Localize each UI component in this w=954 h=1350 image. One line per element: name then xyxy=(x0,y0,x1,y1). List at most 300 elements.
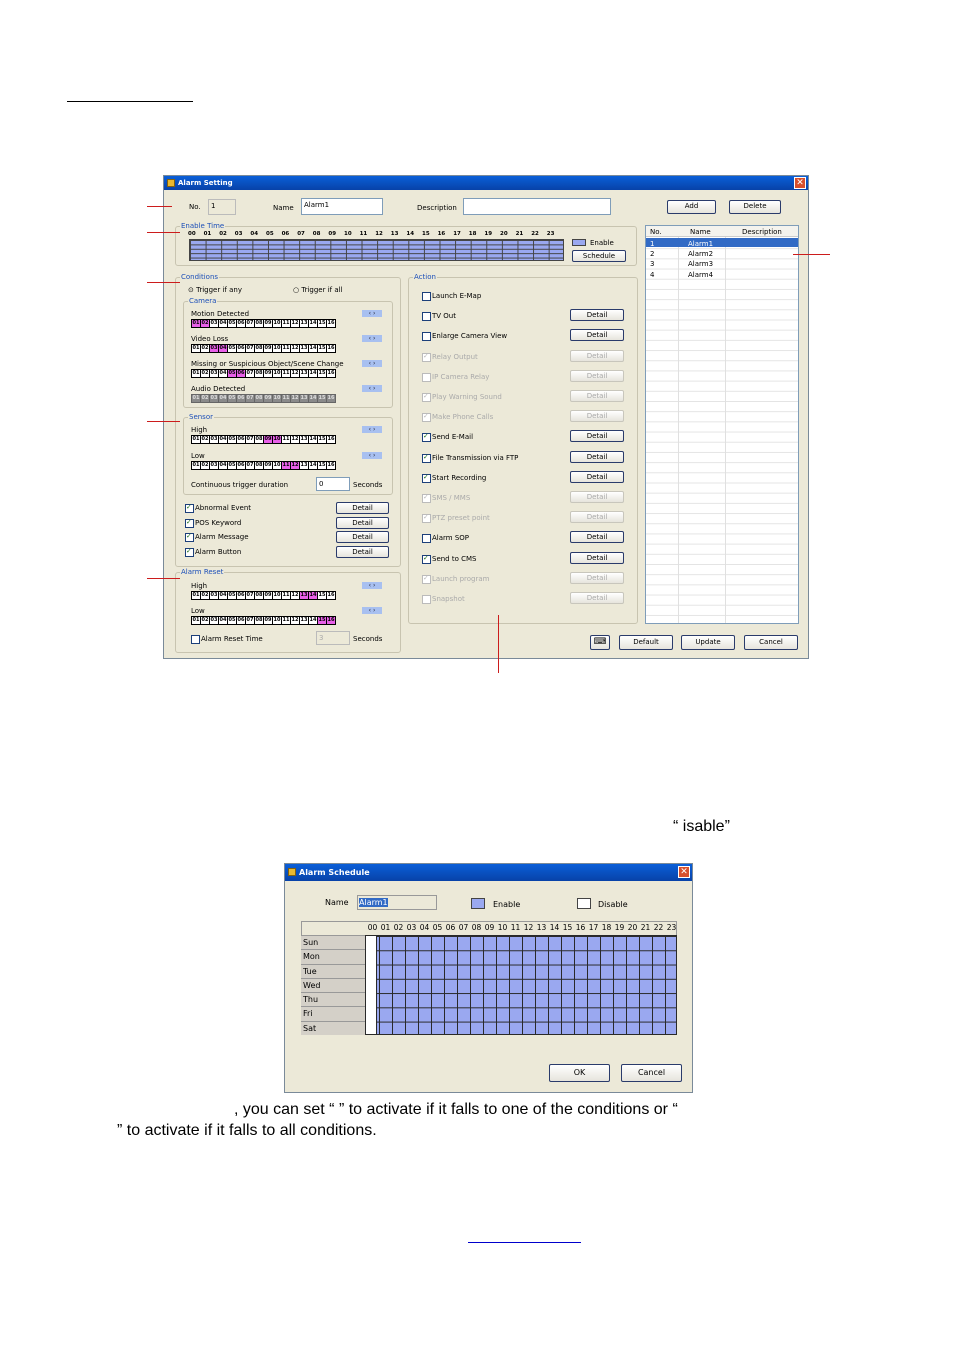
channel-cell[interactable]: 08 xyxy=(255,617,263,623)
channel-cell[interactable]: 12 xyxy=(291,617,299,623)
col-header-description[interactable]: Description xyxy=(742,228,782,236)
schedule-ok-button[interactable]: OK xyxy=(549,1064,610,1082)
channel-cell[interactable]: 13 xyxy=(300,592,308,598)
reset-time-input[interactable]: 3 xyxy=(316,631,350,645)
channel-cell[interactable]: 09 xyxy=(264,462,272,468)
action-detail-button[interactable]: Detail xyxy=(570,531,624,543)
seconds-label: Seconds xyxy=(353,481,383,489)
channel-cell[interactable]: 14 xyxy=(309,462,317,468)
action-detail-button: Detail xyxy=(570,350,624,362)
schedule-hour-label: 04 xyxy=(419,923,430,932)
schedule-window-title: Alarm Schedule xyxy=(299,868,370,877)
alarm-list-col-line-1 xyxy=(678,226,679,623)
channel-cell[interactable]: 08 xyxy=(255,345,263,351)
default-button[interactable]: Default xyxy=(619,635,673,650)
alarm-message-detail-button[interactable]: Detail xyxy=(336,531,389,543)
schedule-enable-label: Enable xyxy=(493,900,521,909)
channel-cell[interactable]: 05 xyxy=(228,320,236,326)
no-field[interactable]: 1 xyxy=(208,199,236,215)
schedule-close-button[interactable]: ✕ xyxy=(678,866,690,878)
channel-cell[interactable]: 03 xyxy=(210,617,218,623)
action-checkbox[interactable]: TV Out xyxy=(422,312,456,320)
hour-label: 18 xyxy=(468,231,477,237)
schedule-day-label: Fri xyxy=(301,1006,365,1020)
schedule-hour-label: 08 xyxy=(471,923,482,932)
list-cell-no[interactable]: 2 xyxy=(650,250,655,259)
video-loss-cells xyxy=(192,344,336,353)
channel-cell[interactable]: 15 xyxy=(318,436,326,442)
hour-label: 12 xyxy=(375,231,383,237)
audio-cells xyxy=(192,394,336,403)
channel-cell[interactable]: 15 xyxy=(318,592,326,598)
cancel-button[interactable]: Cancel xyxy=(744,635,798,650)
description-label: Description xyxy=(417,204,457,212)
channel-cell[interactable]: 08 xyxy=(255,370,263,376)
hour-label: 11 xyxy=(359,231,368,237)
channel-cell[interactable]: 02 xyxy=(201,436,209,442)
add-button[interactable]: Add xyxy=(667,200,716,214)
channel-arrows[interactable]: ‹ › xyxy=(362,582,382,589)
action-detail-button[interactable]: Detail xyxy=(570,430,624,442)
channel-cell[interactable]: 07 xyxy=(246,617,254,623)
action-detail-button: Detail xyxy=(570,511,624,523)
channel-cell[interactable]: 05 xyxy=(228,370,236,376)
reset-high-cells xyxy=(192,591,336,600)
action-checkbox[interactable]: Enlarge Camera View xyxy=(422,332,507,340)
keyboard-icon[interactable]: ⌨ xyxy=(590,635,610,650)
motion-label: Motion Detected xyxy=(191,310,250,318)
schedule-day-label: Wed xyxy=(301,978,365,992)
hour-label: 15 xyxy=(422,231,430,237)
channel-cell[interactable]: 12 xyxy=(291,436,299,442)
trigger-any-radio[interactable]: ⊙ Trigger if any xyxy=(188,286,242,294)
channel-cell[interactable]: 04 xyxy=(219,345,227,351)
action-detail-button: Detail xyxy=(570,410,624,422)
hour-label: 09 xyxy=(328,231,337,237)
channel-cell[interactable]: 05 xyxy=(228,592,236,598)
channel-cell[interactable]: 08 xyxy=(255,320,263,326)
trigger-all-label: Trigger if all xyxy=(301,286,343,294)
channel-cell[interactable]: 05 xyxy=(228,617,236,623)
list-cell-no[interactable]: 4 xyxy=(650,270,655,279)
channel-cell[interactable]: 02 xyxy=(201,370,209,376)
action-detail-button[interactable]: Detail xyxy=(570,329,624,341)
action-checkbox: Make Phone Calls ✓ xyxy=(422,413,493,421)
paragraph-line-2: ” to activate if it falls to all conditions. xyxy=(117,1122,377,1139)
enable-legend-swatch xyxy=(572,239,586,246)
delete-button[interactable]: Delete xyxy=(729,200,781,214)
action-checkbox[interactable]: Send E-Mail ✓ xyxy=(422,433,473,441)
sensor-high-cells xyxy=(192,435,336,444)
channel-cell[interactable]: 15 xyxy=(318,462,326,468)
channel-arrows[interactable]: ‹ › xyxy=(362,607,382,614)
channel-cell[interactable]: 09 xyxy=(264,345,272,351)
channel-cell[interactable]: 10 xyxy=(273,617,281,623)
isable-quote-text: “ isable” xyxy=(673,818,730,835)
schedule-hour-label: 22 xyxy=(653,923,664,932)
channel-arrows[interactable]: ‹ › xyxy=(362,385,382,392)
pos-detail-button[interactable]: Detail xyxy=(336,517,389,529)
hour-label: 00 xyxy=(188,231,196,237)
channel-cell[interactable]: 16 xyxy=(327,370,335,376)
enable-time-title: Enable Time xyxy=(181,222,225,230)
trigger-all-radio[interactable]: ○ Trigger if all xyxy=(293,286,343,294)
channel-cell[interactable]: 10 xyxy=(273,395,281,401)
channel-cell[interactable]: 04 xyxy=(219,320,227,326)
channel-cell[interactable]: 16 xyxy=(327,592,335,598)
channel-cell[interactable]: 01 xyxy=(192,345,200,351)
channel-cell[interactable]: 06 xyxy=(237,345,245,351)
channel-arrows[interactable]: ‹ › xyxy=(362,310,382,317)
action-detail-button[interactable]: Detail xyxy=(570,552,624,564)
schedule-disabled-column xyxy=(365,935,377,1035)
hour-label: 10 xyxy=(344,231,352,237)
abnormal-detail-button[interactable]: Detail xyxy=(336,502,389,514)
name-label: Name xyxy=(273,204,294,212)
schedule-hour-label: 10 xyxy=(497,923,508,932)
channel-cell[interactable]: 13 xyxy=(300,617,308,623)
channel-cell[interactable]: 08 xyxy=(255,436,263,442)
action-detail-button: Detail xyxy=(570,370,624,382)
action-detail-button: Detail xyxy=(570,390,624,402)
channel-cell[interactable]: 01 xyxy=(192,462,200,468)
trigger-any-label: Trigger if any xyxy=(196,286,242,294)
schedule-day-label: Mon xyxy=(301,949,365,963)
annotation-line-sensor xyxy=(147,421,180,422)
channel-cell[interactable]: 03 xyxy=(210,436,218,442)
channel-cell[interactable]: 14 xyxy=(309,617,317,623)
conditions-title: Conditions xyxy=(181,273,219,281)
schedule-app-icon xyxy=(288,868,296,876)
channel-cell[interactable]: 12 xyxy=(291,345,299,351)
link-underline[interactable] xyxy=(468,1242,581,1243)
channel-cell[interactable]: 05 xyxy=(228,395,236,401)
schedule-button[interactable]: Schedule xyxy=(572,250,626,262)
reset-high-label: High xyxy=(191,582,208,590)
hour-label: 05 xyxy=(266,231,274,237)
channel-cell[interactable]: 13 xyxy=(300,345,308,351)
channel-cell[interactable]: 05 xyxy=(228,345,236,351)
channel-cell[interactable]: 02 xyxy=(201,395,209,401)
channel-cell[interactable]: 01 xyxy=(192,370,200,376)
annotation-line-alarm-list xyxy=(793,254,830,255)
channel-cell[interactable]: 15 xyxy=(318,370,326,376)
alarm-list-col-line-2 xyxy=(725,226,726,623)
channel-cell[interactable]: 09 xyxy=(264,617,272,623)
sensor-low-cells xyxy=(192,461,336,470)
hour-label: 21 xyxy=(515,231,524,237)
channel-cell[interactable]: 16 xyxy=(327,436,335,442)
channel-cell[interactable]: 02 xyxy=(201,462,209,468)
hour-label: 19 xyxy=(484,231,493,237)
action-checkbox[interactable]: Send to CMS ✓ xyxy=(422,555,476,563)
channel-arrows[interactable]: ‹ › xyxy=(362,452,382,459)
schedule-grid[interactable] xyxy=(365,935,677,1035)
channel-cell[interactable]: 09 xyxy=(264,436,272,442)
channel-cell[interactable]: 11 xyxy=(282,345,290,351)
channel-cell[interactable]: 04 xyxy=(219,436,227,442)
channel-cell[interactable]: 09 xyxy=(264,395,272,401)
action-detail-button: Detail xyxy=(570,491,624,503)
schedule-hour-label: 03 xyxy=(406,923,417,932)
schedule-hour-label: 07 xyxy=(458,923,469,932)
action-checkbox: Snapshot xyxy=(422,595,465,603)
hour-label: 02 xyxy=(219,231,227,237)
channel-cell[interactable]: 02 xyxy=(201,592,209,598)
hour-label: 04 xyxy=(250,231,259,237)
schedule-hour-label: 23 xyxy=(666,923,677,932)
annotation-line-alarm-reset xyxy=(147,578,180,579)
channel-cell[interactable]: 07 xyxy=(246,395,254,401)
channel-cell[interactable]: 07 xyxy=(246,462,254,468)
video-loss-label: Video Loss xyxy=(191,335,229,343)
camera-title: Camera xyxy=(189,297,217,305)
channel-cell[interactable]: 03 xyxy=(210,345,218,351)
schedule-hour-label: 18 xyxy=(601,923,612,932)
channel-cell[interactable]: 15 xyxy=(318,320,326,326)
alarm-schedule-window xyxy=(284,863,693,1093)
channel-cell[interactable]: 06 xyxy=(237,462,245,468)
channel-arrows[interactable]: ‹ › xyxy=(362,426,382,433)
channel-cell[interactable]: 14 xyxy=(309,320,317,326)
sensor-title: Sensor xyxy=(189,413,213,421)
schedule-name-input[interactable] xyxy=(357,895,437,910)
channel-cell[interactable]: 07 xyxy=(246,592,254,598)
action-detail-button[interactable]: Detail xyxy=(570,309,624,321)
channel-cell[interactable]: 10 xyxy=(273,320,281,326)
channel-cell[interactable]: 12 xyxy=(291,320,299,326)
channel-cell[interactable]: 09 xyxy=(264,370,272,376)
channel-cell[interactable]: 04 xyxy=(219,395,227,401)
app-icon xyxy=(167,179,175,187)
schedule-hour-label: 01 xyxy=(380,923,391,932)
schedule-hour-label: 19 xyxy=(614,923,625,932)
update-button[interactable]: Update xyxy=(681,635,735,650)
channel-cell[interactable]: 11 xyxy=(282,395,290,401)
continuous-trigger-input[interactable]: 0 xyxy=(316,477,350,491)
schedule-hour-label: 14 xyxy=(549,923,560,932)
channel-cell[interactable]: 02 xyxy=(201,320,209,326)
channel-cell[interactable]: 01 xyxy=(192,617,200,623)
schedule-day-label: Sat xyxy=(301,1021,365,1035)
channel-cell[interactable]: 16 xyxy=(327,395,335,401)
alarm-message-checkbox[interactable]: Alarm Message ✓ xyxy=(185,533,249,541)
action-checkbox[interactable]: Alarm SOP xyxy=(422,534,469,542)
channel-cell[interactable]: 02 xyxy=(201,617,209,623)
channel-cell[interactable]: 03 xyxy=(210,320,218,326)
channel-cell[interactable]: 12 xyxy=(291,592,299,598)
hour-label: 17 xyxy=(453,231,461,237)
channel-cell[interactable]: 10 xyxy=(273,345,281,351)
channel-cell[interactable]: 07 xyxy=(246,436,254,442)
channel-cell[interactable]: 06 xyxy=(237,395,245,401)
channel-cell[interactable]: 10 xyxy=(273,370,281,376)
list-cell-name[interactable]: Alarm1 xyxy=(688,240,714,248)
sensor-low-label: Low xyxy=(191,452,205,460)
channel-cell[interactable]: 04 xyxy=(219,617,227,623)
action-checkbox: Relay Output ✓ xyxy=(422,353,478,361)
channel-cell[interactable]: 03 xyxy=(210,462,218,468)
channel-cell[interactable]: 13 xyxy=(300,370,308,376)
channel-cell[interactable]: 03 xyxy=(210,370,218,376)
hour-label: 03 xyxy=(234,231,243,237)
channel-cell[interactable]: 04 xyxy=(219,370,227,376)
col-header-name[interactable]: Name xyxy=(690,228,711,236)
annotation-line-enable-time xyxy=(147,232,180,233)
channel-cell[interactable]: 10 xyxy=(273,592,281,598)
action-checkbox: SMS / MMS ✓ xyxy=(422,494,470,502)
channel-cell[interactable]: 12 xyxy=(291,462,299,468)
sensor-high-label: High xyxy=(191,426,208,434)
action-checkbox[interactable]: Start Recording ✓ xyxy=(422,474,486,482)
schedule-hour-label: 12 xyxy=(523,923,534,932)
channel-cell[interactable]: 16 xyxy=(327,617,335,623)
action-checkbox[interactable]: File Transmission via FTP ✓ xyxy=(422,454,518,462)
schedule-hour-label: 06 xyxy=(445,923,456,932)
col-header-no[interactable]: No. xyxy=(650,228,662,236)
alarm-setting-window xyxy=(163,175,809,659)
list-cell-name[interactable]: Alarm4 xyxy=(688,270,714,279)
channel-cell[interactable]: 07 xyxy=(246,370,254,376)
close-button[interactable]: ✕ xyxy=(794,177,806,189)
alarm-button-detail-button[interactable]: Detail xyxy=(336,546,389,558)
channel-cell[interactable]: 09 xyxy=(264,592,272,598)
alarm-reset-time-checkbox[interactable]: Alarm Reset Time xyxy=(191,635,263,643)
channel-cell[interactable]: 06 xyxy=(237,617,245,623)
channel-arrows[interactable]: ‹ › xyxy=(362,335,382,342)
channel-cell[interactable]: 03 xyxy=(210,395,218,401)
channel-cell[interactable]: 16 xyxy=(327,320,335,326)
channel-cell[interactable]: 09 xyxy=(264,320,272,326)
channel-cell[interactable]: 15 xyxy=(318,395,326,401)
channel-cell[interactable]: 02 xyxy=(201,345,209,351)
schedule-disable-label: Disable xyxy=(598,900,628,909)
annotation-line-action xyxy=(498,615,499,673)
schedule-cancel-button[interactable]: Cancel xyxy=(621,1064,682,1082)
channel-cell[interactable]: 11 xyxy=(282,370,290,376)
schedule-day-label: Thu xyxy=(301,992,365,1006)
channel-cell[interactable]: 14 xyxy=(309,436,317,442)
channel-cell[interactable]: 03 xyxy=(210,592,218,598)
channel-cell[interactable]: 12 xyxy=(291,395,299,401)
action-checkbox: Launch program ✓ xyxy=(422,575,489,583)
channel-cell[interactable]: 04 xyxy=(219,462,227,468)
action-detail-button: Detail xyxy=(570,572,624,584)
schedule-enable-swatch[interactable] xyxy=(471,898,485,909)
hour-label: 22 xyxy=(531,231,539,237)
list-cell-name[interactable]: Alarm3 xyxy=(688,260,714,269)
schedule-name-value: Alarm1 xyxy=(359,898,388,907)
channel-cell[interactable]: 14 xyxy=(309,592,317,598)
channel-arrows[interactable]: ‹ › xyxy=(362,360,382,367)
channel-cell[interactable]: 11 xyxy=(282,462,290,468)
channel-cell[interactable]: 11 xyxy=(282,436,290,442)
channel-cell[interactable]: 06 xyxy=(237,592,245,598)
alarm-list-selected-row[interactable] xyxy=(646,238,798,247)
channel-cell[interactable]: 06 xyxy=(237,436,245,442)
action-checkbox: PTZ preset point ✓ xyxy=(422,514,490,522)
reset-low-cells xyxy=(192,616,336,625)
channel-cell[interactable]: 04 xyxy=(219,592,227,598)
action-checkbox[interactable]: Launch E-Map xyxy=(422,292,481,300)
hour-label: 07 xyxy=(297,231,305,237)
channel-cell[interactable]: 01 xyxy=(192,436,200,442)
channel-cell[interactable]: 15 xyxy=(318,345,326,351)
pos-keyword-checkbox[interactable]: POS Keyword ✓ xyxy=(185,519,241,527)
list-cell-no[interactable]: 3 xyxy=(650,260,655,269)
hour-label: 13 xyxy=(390,231,399,237)
schedule-day-label: Tue xyxy=(301,964,365,978)
name-input[interactable]: Alarm1 xyxy=(301,198,383,215)
list-cell-no[interactable]: 1 xyxy=(650,240,655,248)
hour-label: 20 xyxy=(500,231,508,237)
channel-cell[interactable]: 14 xyxy=(309,370,317,376)
channel-cell[interactable]: 08 xyxy=(255,462,263,468)
channel-cell[interactable]: 11 xyxy=(282,320,290,326)
channel-cell[interactable]: 07 xyxy=(246,345,254,351)
channel-cell[interactable]: 15 xyxy=(318,617,326,623)
channel-cell[interactable]: 10 xyxy=(273,462,281,468)
channel-cell[interactable]: 14 xyxy=(309,395,317,401)
schedule-hour-label: 17 xyxy=(588,923,599,932)
title-bar xyxy=(164,176,808,190)
description-input[interactable] xyxy=(463,198,611,215)
channel-cell[interactable]: 01 xyxy=(192,395,200,401)
channel-cell[interactable]: 13 xyxy=(300,320,308,326)
action-detail-button: Detail xyxy=(570,592,624,604)
channel-cell[interactable]: 05 xyxy=(228,436,236,442)
schedule-hour-label: 02 xyxy=(393,923,404,932)
enable-time-grid[interactable] xyxy=(189,239,564,261)
annotation-line-conditions xyxy=(147,282,180,283)
list-cell-name[interactable]: Alarm2 xyxy=(688,250,714,259)
channel-cell[interactable]: 13 xyxy=(300,436,308,442)
schedule-hour-label: 11 xyxy=(510,923,521,932)
channel-cell[interactable]: 14 xyxy=(309,345,317,351)
channel-cell[interactable]: 11 xyxy=(282,592,290,598)
hour-label: 16 xyxy=(437,231,446,237)
channel-cell[interactable]: 13 xyxy=(300,462,308,468)
channel-cell[interactable]: 13 xyxy=(300,395,308,401)
channel-cell[interactable]: 05 xyxy=(228,462,236,468)
action-detail-button[interactable]: Detail xyxy=(570,471,624,483)
channel-cell[interactable]: 01 xyxy=(192,320,200,326)
channel-cell[interactable]: 08 xyxy=(255,592,263,598)
audio-label: Audio Detected xyxy=(191,385,246,393)
channel-cell[interactable]: 06 xyxy=(237,320,245,326)
missing-object-label: Missing or Suspicious Object/Scene Change xyxy=(191,360,344,368)
schedule-hour-label: 05 xyxy=(432,923,443,932)
channel-cell[interactable]: 11 xyxy=(282,617,290,623)
schedule-hour-label: 00 xyxy=(367,923,378,932)
channel-cell[interactable]: 06 xyxy=(237,370,245,376)
channel-cell[interactable]: 07 xyxy=(246,320,254,326)
schedule-name-label: Name xyxy=(325,898,349,907)
channel-cell[interactable]: 16 xyxy=(327,462,335,468)
abnormal-event-checkbox[interactable]: Abnormal Event ✓ xyxy=(185,504,251,512)
channel-cell[interactable]: 12 xyxy=(291,370,299,376)
action-detail-button[interactable]: Detail xyxy=(570,451,624,463)
channel-cell[interactable]: 01 xyxy=(192,592,200,598)
schedule-hour-label: 15 xyxy=(562,923,573,932)
channel-cell[interactable]: 10 xyxy=(273,436,281,442)
alarm-button-checkbox[interactable]: Alarm Button ✓ xyxy=(185,548,241,556)
action-checkbox: IP Camera Relay xyxy=(422,373,489,381)
channel-cell[interactable]: 16 xyxy=(327,345,335,351)
channel-cell[interactable]: 08 xyxy=(255,395,263,401)
schedule-disable-swatch[interactable] xyxy=(577,898,591,909)
alarm-list[interactable] xyxy=(645,225,799,624)
